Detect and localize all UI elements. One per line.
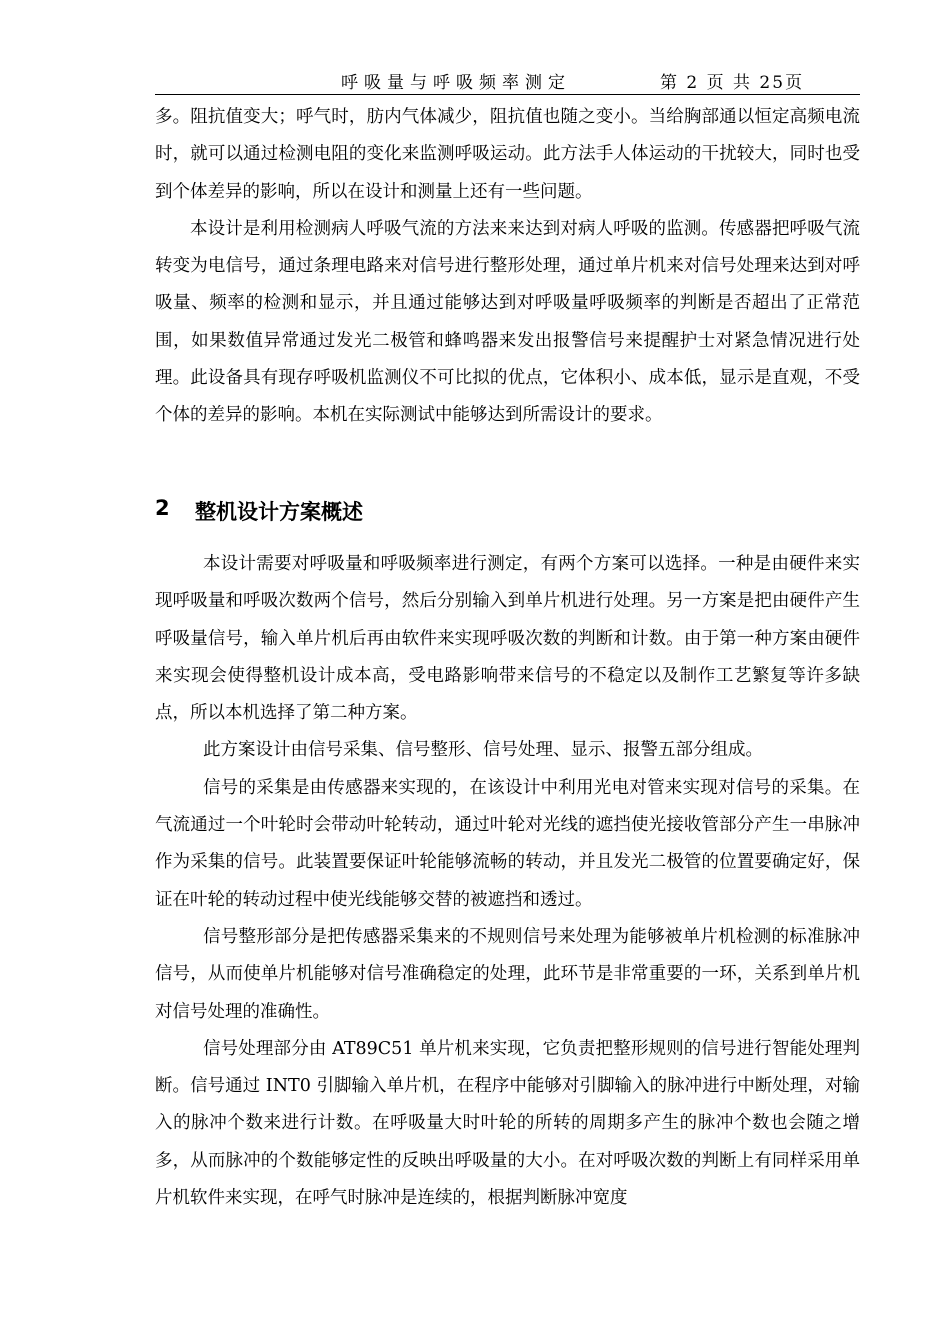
section-text-block: [155, 546, 860, 1217]
section-number: 2: [155, 496, 170, 520]
intro-text-block: [155, 99, 860, 435]
section-title: 整机设计方案概述: [195, 500, 363, 524]
paragraph-signal-processing: 信号处理部分由 AT89C51 单片机来实现，它负责把整形规则的信号进行智能处理判断。信号通过 INT0 引脚输入单片机，在程序中能够对引脚输入的脉冲进行中断处理，对输入的脉冲个数来进行计数。在呼吸量大时叶轮的所转的周期多产生的脉冲个数也会随之增多，从而脉冲的个数能够定性的反映出呼吸量的大小。在对呼吸次数的判断上有同样采用单片机软件来实现，在呼气时脉冲是连续的，根据判断脉冲宽度: [155, 1038, 860, 1209]
paragraph-continued: 多。阻抗值变大；呼气时，肪内气体减少，阻抗值也随之变小。当给胸部通以恒定高频电流时，就可以通过检测电阻的变化来监测呼吸运动。此方法手人体运动的干扰较大，同时也受到个体差异的影响，所以在设计和测量上还有一些问题。: [155, 107, 860, 202]
running-header: [155, 66, 860, 95]
paragraph-scheme-parts: 此方案设计由信号采集、信号整形、信号处理、显示、报警五部分组成。: [203, 740, 763, 761]
section-heading: [155, 496, 860, 528]
paragraph-scheme-choice: 本设计需要对呼吸量和呼吸频率进行测定，有两个方案可以选择。一种是由硬件来实现呼吸量和呼吸次数两个信号，然后分别输入到单片机进行处理。另一方案是把由硬件产生呼吸量信号，输入单片机后再由软件来实现呼吸次数的判断和计数。由于第一种方案由硬件来实现会使得整机设计成本高，受电路影响带来信号的不稳定以及制作工艺繁复等许多缺点，所以本机选择了第二种方案。: [155, 554, 860, 724]
paragraph-design-overview: 本设计是利用检测病人呼吸气流的方法来来达到对病人呼吸的监测。传感器把呼吸气流转变为电信号，通过条理电路来对信号进行整形处理，通过单片机来对信号处理来达到对呼吸量、频率的检测和显示，并且通过能够达到对呼吸量呼吸频率的判断是否超出了正常范围，如果数值异常通过发光二极管和蜂鸣器来发出报警信号来提醒护士对紧急情况进行处理。此设备具有现存呼吸机监测仪不可比拟的优点，它体积小、成本低，显示是直观，不受个体的差异的影响。本机在实际测试中能够达到所需设计的要求。: [155, 218, 860, 426]
header-page-info: 第 2 页 共 25页: [660, 73, 805, 93]
header-title: 呼吸量与呼吸频率测定: [341, 73, 571, 93]
paragraph-signal-acquisition: 信号的采集是由传感器来实现的，在该设计中利用光电对管来实现对信号的采集。在气流通过一个叶轮时会带动叶轮转动，通过叶轮对光线的遮挡使光接收管部分产生一串脉冲作为采集的信号。此装置要保证叶轮能够流畅的转动，并且发光二极管的位置要确定好，保证在叶轮的转动过程中使光线能够交替的被遮挡和透过。: [155, 777, 860, 910]
paragraph-signal-shaping: 信号整形部分是把传感器采集来的不规则信号来处理为能够被单片机检测的标准脉冲信号，从而使单片机能够对信号准确稳定的处理，此环节是非常重要的一环，关系到单片机对信号处理的准确性。: [155, 926, 860, 1022]
